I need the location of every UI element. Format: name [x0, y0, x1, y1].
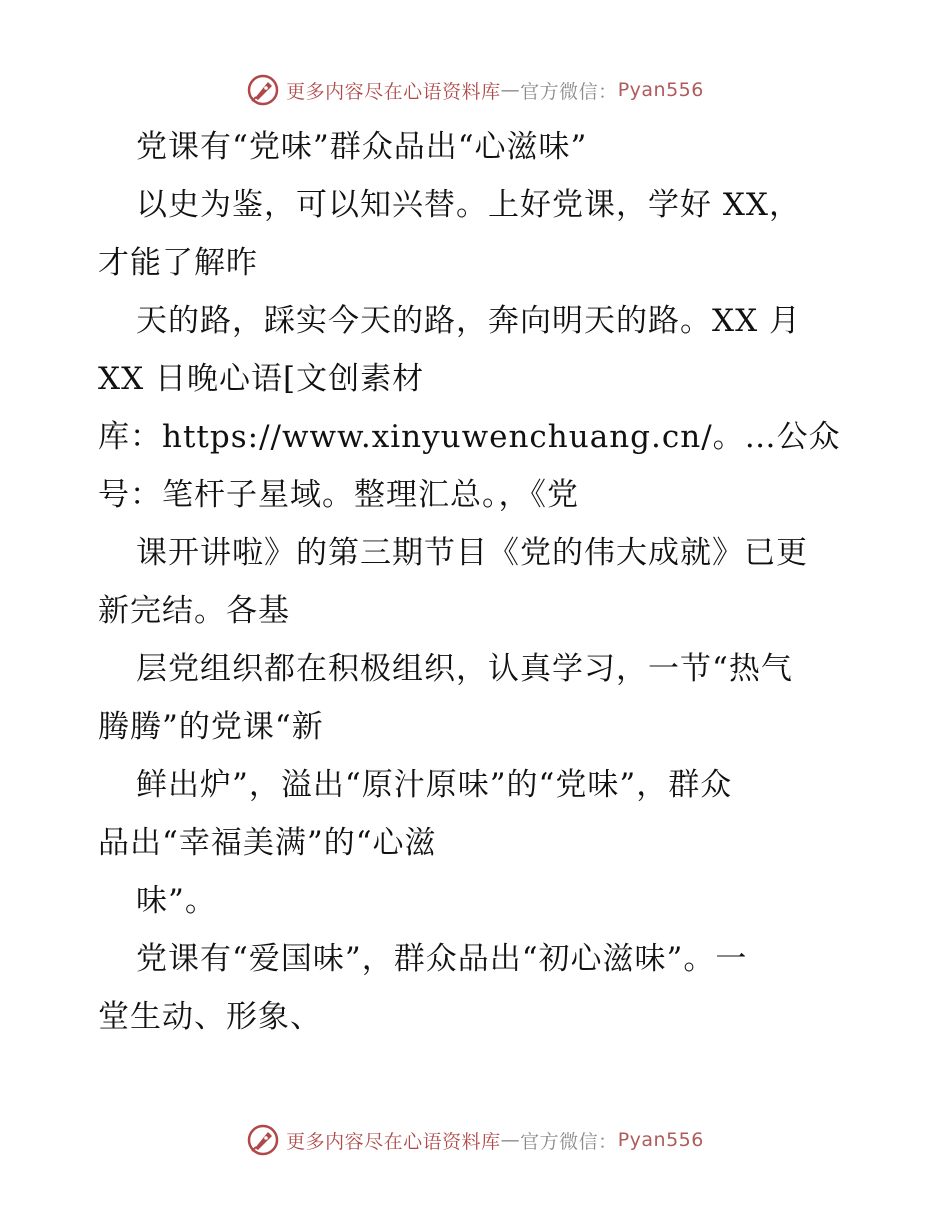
pen-nib-logo-icon — [246, 73, 280, 107]
text-line: 腾腾”的党课“新 — [98, 709, 324, 745]
pen-nib-logo-icon — [246, 1123, 280, 1157]
text-line: 以史为鉴，可以知兴替。上好党课，学好 XX， — [136, 187, 801, 223]
text-line: 才能了解昨 — [98, 245, 258, 281]
text-line: 课开讲啦》的第三期节目《党的伟大成就》已更 — [136, 535, 808, 571]
text-line: 党课有“爱国味”，群众品出“初心滋味”。一 — [136, 941, 748, 977]
watermark-id-text: Pyan556 — [617, 79, 704, 101]
watermark-main-text: 更多内容尽在心语资料库 — [286, 1130, 501, 1153]
text-line: 层党组织都在积极组织，认真学习，一节“热气 — [136, 651, 793, 687]
text-line: 库：https://www.xinyuwenchuang.cn/。…公众 — [98, 419, 841, 455]
text-line: 新完结。各基 — [98, 593, 290, 629]
watermark-id-text: Pyan556 — [617, 1129, 704, 1151]
watermark-dash: — — [500, 79, 521, 101]
text-line: 天的路，踩实今天的路，奔向明天的路。XX 月 — [136, 303, 801, 339]
text-line: 党课有“党味”群众品出“心滋味” — [136, 129, 588, 165]
document-body — [98, 118, 868, 1046]
footer-watermark — [0, 1120, 950, 1160]
watermark-main-text: 更多内容尽在心语资料库 — [286, 80, 501, 103]
header-watermark — [0, 70, 950, 110]
text-line: XX 日晚心语[文创素材 — [98, 361, 425, 397]
text-line: 号：笔杆子星域。整理汇总。，《党 — [98, 477, 579, 513]
watermark-dash: — — [500, 1129, 521, 1151]
watermark-sub-text: 官方微信： — [520, 1130, 618, 1153]
watermark-sub-text: 官方微信： — [520, 80, 618, 103]
text-line: 品出“幸福美满”的“心滋 — [98, 825, 437, 861]
text-line: 堂生动、形象、 — [98, 999, 322, 1035]
text-line: 味”。 — [136, 883, 217, 919]
text-line: 鲜出炉”，溢出“原汁原味”的“党味”，群众 — [136, 767, 733, 803]
